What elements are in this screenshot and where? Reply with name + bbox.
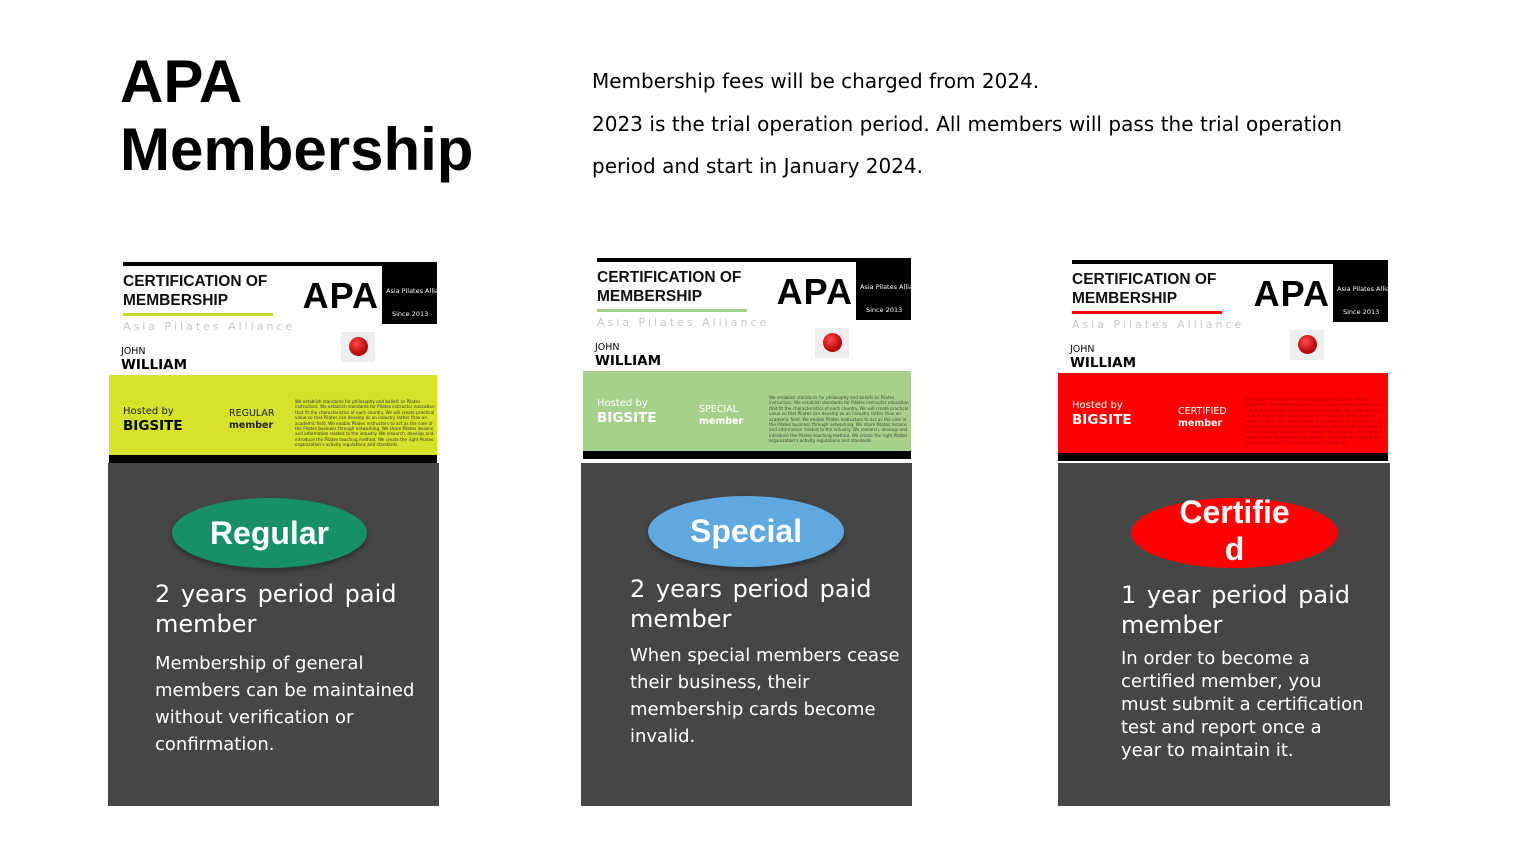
title-line-1: APA [120, 48, 243, 115]
card-cert-title: CERTIFICATION OF MEMBERSHIP [123, 273, 268, 309]
membership-description: Membership of general members can be maintained without verification or confirmation. [155, 653, 415, 755]
card-subtitle: Asia Pilates Alliance [123, 320, 296, 333]
card-subtitle: Asia Pilates Alliance [597, 316, 770, 329]
card-brand-box [382, 266, 451, 324]
membership-panel-special [581, 463, 912, 806]
card-brand-box [856, 262, 925, 320]
membership-card-special [583, 258, 925, 459]
card-host: BIGSITE [1072, 412, 1132, 428]
card-first-name: JOHN [121, 346, 146, 357]
card-hosted-by: Hosted by [1072, 400, 1123, 411]
card-last-name: WILLIAM [121, 357, 188, 373]
membership-badge-regular: Regular [172, 498, 367, 568]
card-last-name: WILLIAM [1070, 355, 1137, 371]
card-hosted-by: Hosted by [597, 398, 648, 409]
card-logo: APA [776, 271, 853, 312]
wax-seal-icon [1290, 330, 1324, 360]
card-since-text: Since 2013 [866, 306, 903, 314]
card-since-text: Since 2013 [1343, 308, 1380, 316]
membership-badge-special: Special [648, 496, 844, 567]
wax-seal-icon [341, 332, 375, 362]
card-title-underline [1072, 311, 1222, 314]
membership-description: When special members cease their business, their membership cards become invalid. [630, 645, 900, 747]
card-fine-print: We establish standards for philosophy and beliefs as Pilates instructors. We establish standards for Pilates instructor education that fit the characteristics of each country. We will create practical value so that Pilates can develop as an industry rather than an academic field. We enable Pilates instructors to act as the core of the Pilates business through networking. We share Pilates lessons and information related to the industry. We research, develop and introduce the Pilates teaching method. We create the right Pilates organization's activity regulations and standards. [769, 395, 909, 444]
card-hosted-by: Hosted by [123, 406, 174, 417]
card-member-type: SPECIAL member [699, 404, 744, 427]
membership-panel-certified [1058, 463, 1390, 806]
card-title-underline [123, 313, 273, 316]
card-fine-print: We establish standards for philosophy and beliefs as Pilates instructors. We establish standards for Pilates instructor education that fit the characteristics of each country. We will create practical value so that Pilates can develop as an industry rather than an academic field. We enable Pilates instructors to act as the core of the Pilates business through networking. We share Pilates lessons and information related to the industry. We research, develop and introduce the Pilates teaching method. We create the right Pilates organization's activity regulations and standards. [295, 399, 435, 448]
membership-plan: 2 years period paid member [155, 580, 397, 638]
card-bottom-bar [583, 451, 911, 459]
card-alliance-text: Asia Pilates Alliance [386, 287, 451, 295]
intro-line-1: Membership fees will be charged from 2024. [592, 69, 1040, 93]
membership-card-certified [1058, 260, 1402, 461]
card-first-name: JOHN [595, 342, 620, 353]
card-alliance-text: Asia Pilates Alliance [1337, 285, 1402, 293]
card-cert-title: CERTIFICATION OF MEMBERSHIP [1072, 271, 1217, 307]
membership-panel-regular [108, 463, 439, 806]
card-last-name: WILLIAM [595, 353, 662, 369]
card-cert-title: CERTIFICATION OF MEMBERSHIP [597, 269, 742, 305]
card-logo: APA [302, 275, 379, 316]
page-title [120, 48, 473, 184]
card-subtitle: Asia Pilates Alliance [1072, 318, 1245, 331]
card-member-type: REGULAR member [229, 408, 275, 431]
card-logo: APA [1253, 273, 1330, 314]
membership-card-regular [109, 262, 451, 463]
card-title-underline [597, 309, 747, 312]
card-header [597, 258, 925, 316]
card-host: BIGSITE [597, 410, 657, 426]
membership-plan: 1 year period paid member [1121, 581, 1350, 639]
membership-description: In order to become a certified member, you must submit a certification test and report once a year to maintain it. [1121, 648, 1364, 761]
card-header [123, 262, 451, 320]
intro-line-2: 2023 is the trial operation period. All members will pass the trial operation period and start in January 2024. [592, 111, 1342, 178]
card-first-name: JOHN [1070, 344, 1095, 355]
card-alliance-text: Asia Pilates Alliance [860, 283, 925, 291]
card-bottom-bar [1058, 453, 1388, 461]
wax-seal-icon [815, 328, 849, 358]
membership-plan: 2 years period paid member [630, 575, 872, 633]
membership-badge-certified: Certifie d [1131, 498, 1338, 568]
intro-text [592, 60, 1342, 188]
card-brand-box [1333, 264, 1402, 322]
card-bottom-bar [109, 455, 437, 463]
title-line-2: Membership [120, 116, 474, 183]
card-header [1072, 260, 1402, 318]
card-member-type: CERTIFIED member [1178, 406, 1227, 429]
card-since-text: Since 2013 [392, 310, 429, 318]
card-fine-print: We establish standards for philosophy and beliefs as Pilates instructors. We establish standards for Pilates instructor education that fit the characteristics of each country. We will create practical value so that Pilates can develop as an industry rather than an academic field. We enable Pilates instructors to act as the core of the Pilates business through networking. We share Pilates lessons and information related to the industry. We research, develop and introduce the Pilates teaching method. We create the right Pilates organization's activity regulations and standards. [1244, 397, 1384, 446]
card-host: BIGSITE [123, 418, 183, 434]
